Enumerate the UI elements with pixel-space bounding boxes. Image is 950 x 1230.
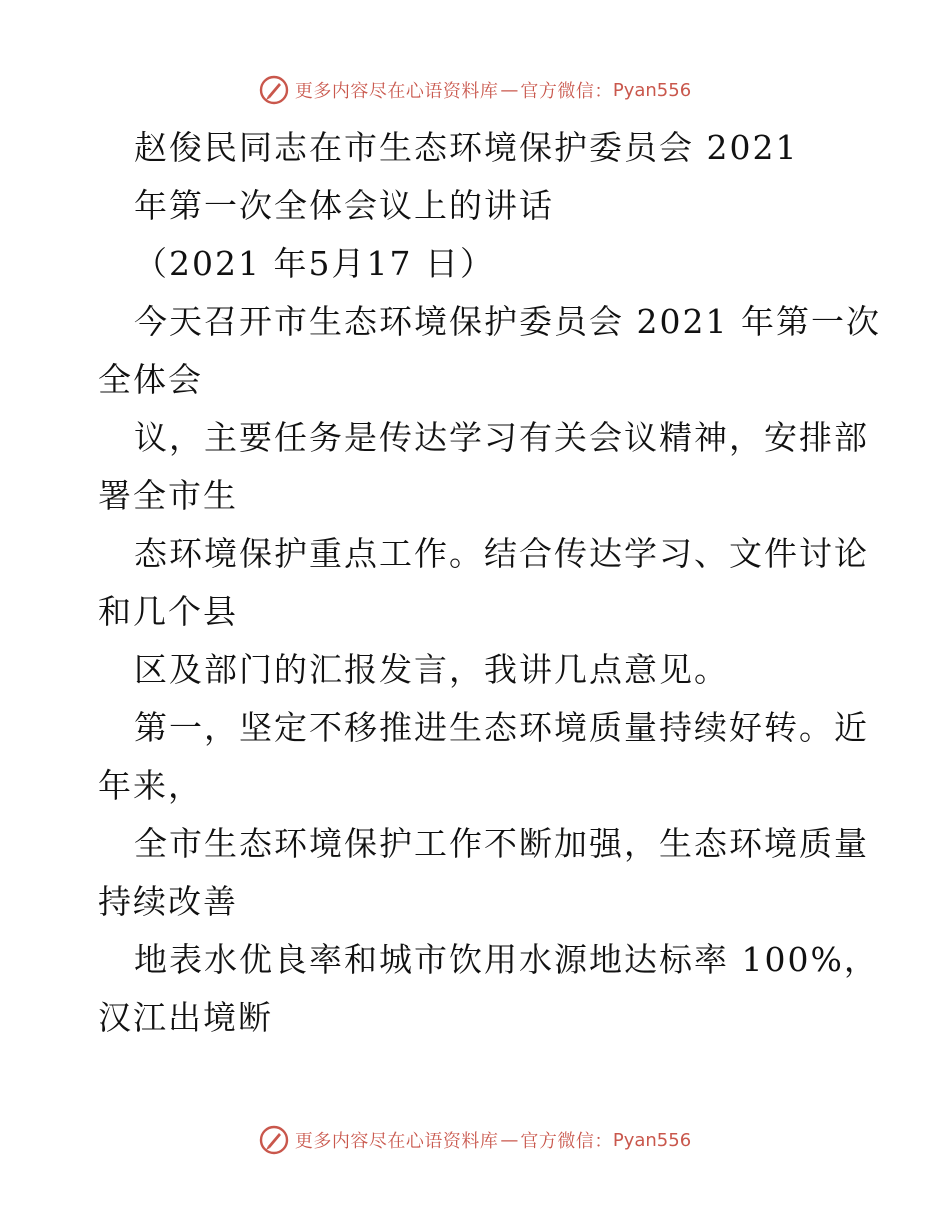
- paragraph-line: 地表水优良率和城市饮用水源地达标率 100%，: [134, 940, 879, 979]
- watermark-footer: [0, 1120, 950, 1160]
- document-title-line-1: 赵俊民同志在市生态环境保护委员会 2021: [134, 128, 799, 167]
- watermark-header: [0, 70, 950, 110]
- quill-logo-icon: [259, 1125, 289, 1155]
- watermark-text: 更多内容尽在心语资料库: [294, 81, 499, 102]
- paragraph-line: 第一，坚定不移推进生态环境质量持续好转。近: [134, 708, 869, 747]
- paragraph-line: 和几个县: [98, 592, 238, 631]
- quill-logo-icon: [259, 75, 289, 105]
- document-title-line-2: 年第一次全体会议上的讲话: [134, 186, 554, 225]
- paragraph-line: 持续改善: [98, 882, 238, 921]
- watermark-dash: —: [500, 79, 519, 101]
- paragraph-line: 全市生态环境保护工作不断加强，生态环境质量: [134, 824, 869, 863]
- paragraph-line: 今天召开市生态环境保护委员会 2021 年第一次: [134, 302, 881, 341]
- paragraph-line: 全体会: [98, 360, 203, 399]
- watermark-text: 更多内容尽在心语资料库: [294, 1131, 499, 1152]
- watermark-dash: —: [500, 1129, 519, 1151]
- watermark-id: Pyan556: [612, 79, 692, 101]
- paragraph-line: 议，主要任务是传达学习有关会议精神，安排部: [134, 418, 869, 457]
- watermark-id: Pyan556: [612, 1129, 692, 1151]
- paragraph-line: 署全市生: [98, 476, 238, 515]
- paragraph-line: 年来，: [98, 766, 203, 805]
- watermark-label: 官方微信：: [520, 1131, 613, 1152]
- paragraph-line: 汉江出境断: [98, 998, 273, 1037]
- paragraph-line: 区及部门的汇报发言，我讲几点意见。: [134, 650, 729, 689]
- document-date: （2021 年5月17 日）: [134, 244, 495, 283]
- paragraph-line: 态环境保护重点工作。结合传达学习、文件讨论: [134, 534, 869, 573]
- watermark-label: 官方微信：: [520, 81, 613, 102]
